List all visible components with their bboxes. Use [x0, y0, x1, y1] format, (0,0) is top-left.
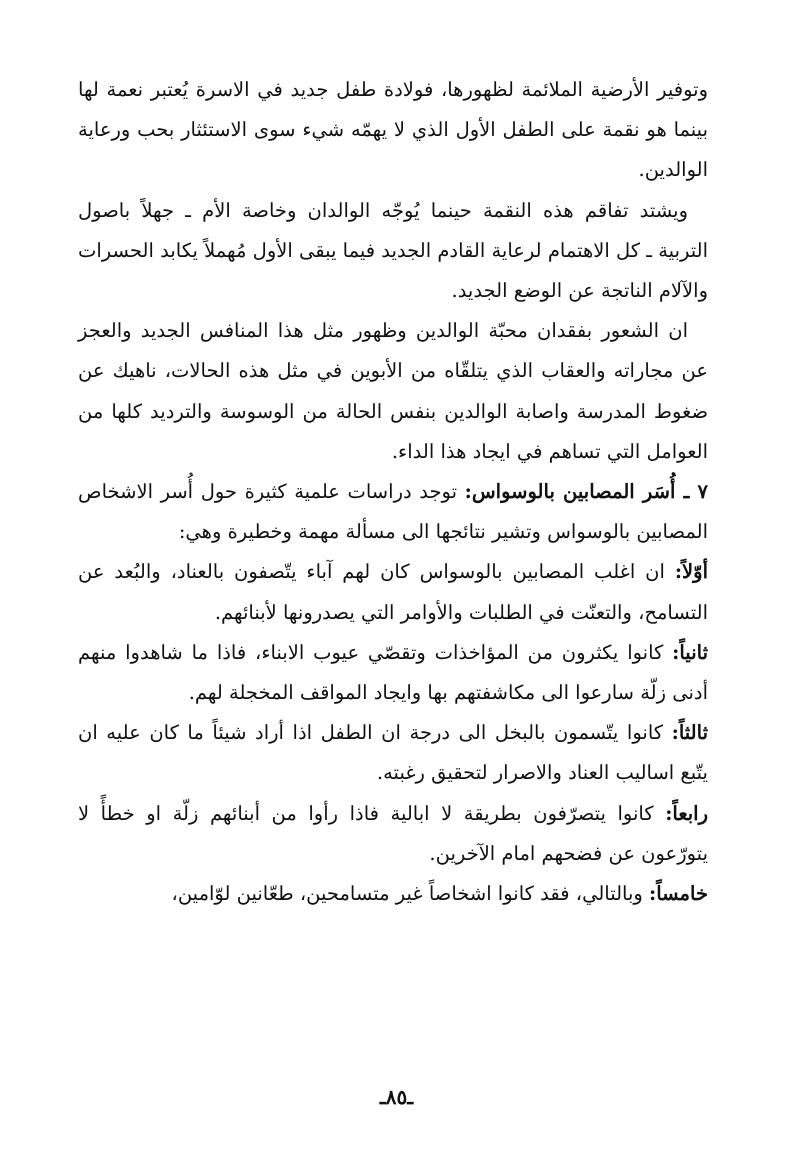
point-4-paragraph: [78, 794, 708, 874]
paragraph-1-text: وتوفير الأرضية الملائمة لظهورها، فولادة طفل جديد في الاسرة يُعتبر نعمة لها بينما هو نقمة على الطفل الأول الذي لا يهمّه شيء سوى الاستئثار بحب ورعاية الوالدين.: [78, 78, 708, 182]
point-3-paragraph: [78, 713, 708, 793]
point-4-heading: رابعاً:: [665, 801, 708, 825]
point-4-text: كانوا يتصرّفون بطريقة لا ابالية فاذا رأوا من أبنائهم زلّة او خطأً لا يتورّعون عن فضحهم امام الآخرين.: [78, 801, 708, 865]
paragraph-3-text: ان الشعور بفقدان محبّة الوالدين وظهور مثل هذا المنافس الجديد والعجز عن مجاراته والعقاب الذي يتلقّاه من الأبوين في مثل هذه الحالات، ناهيك عن ضغوط المدرسة واصابة الوالدين بنفس الحالة من الوسوسة والترديد كلها من العوامل التي تساهم في ايجاد هذا الداء.: [78, 319, 708, 463]
paragraph-2-text: ويشتد تفاقم هذه النقمة حينما يُوجّه الوالدان وخاصة الأم ـ جهلاً باصول التربية ـ كل الاهتمام لرعاية القادم الجديد فيما يبقى الأول مُهملاً يكابد الحسرات والآلام الناتجة عن الوضع الجديد.: [78, 198, 708, 303]
point-1-heading: أوّلاً:: [674, 560, 708, 584]
paragraph-3: [78, 311, 708, 472]
paragraph-1: [78, 70, 708, 191]
point-5-text: وبالتالي، فقد كانوا اشخاصاً غير متسامحين، طعّانين لوّامين،: [171, 882, 650, 906]
point-5-paragraph: [78, 874, 708, 914]
point-1-text: ان اغلب المصابين بالوسواس كان لهم آباء يتّصفون بالعناد، والبُعد عن التسامح، والتعنّت في الطلبات والأوامر التي يصدرونها لأبنائهم.: [78, 560, 708, 624]
paragraph-2: [78, 191, 708, 312]
point-3-heading: ثالثاً:: [671, 721, 708, 745]
section-7-heading: ٧ ـ أُسَر المصابين بالوسواس:: [464, 480, 708, 504]
point-2-heading: ثانياً:: [672, 640, 708, 664]
point-1-paragraph: [78, 552, 708, 632]
point-2-text: كانوا يكثرون من المؤاخذات وتقصّي عيوب الابناء، فاذا ما شاهدوا منهم أدنى زلّة سارعوا الى مكاشفتهم بها وايجاد المواقف المخجلة لهم.: [78, 640, 708, 705]
page-body: [78, 70, 708, 914]
point-3-text: كانوا يتّسمون بالبخل الى درجة ان الطفل اذا أراد شيئاً ما كان عليه ان يتّبع اساليب العناد والاصرار لتحقيق رغبته.: [78, 721, 708, 785]
section-7-paragraph: [78, 472, 708, 552]
point-5-heading: خامساً:: [649, 882, 708, 906]
page-number: ـ٨٥ـ: [379, 1085, 414, 1109]
section-7-text: توجد دراسات علمية كثيرة حول أُسر الاشخاص المصابين بالوسواس وتشير نتائجها الى مسألة مهمة وخطيرة وهي:: [78, 480, 708, 544]
point-2-paragraph: [78, 633, 708, 713]
